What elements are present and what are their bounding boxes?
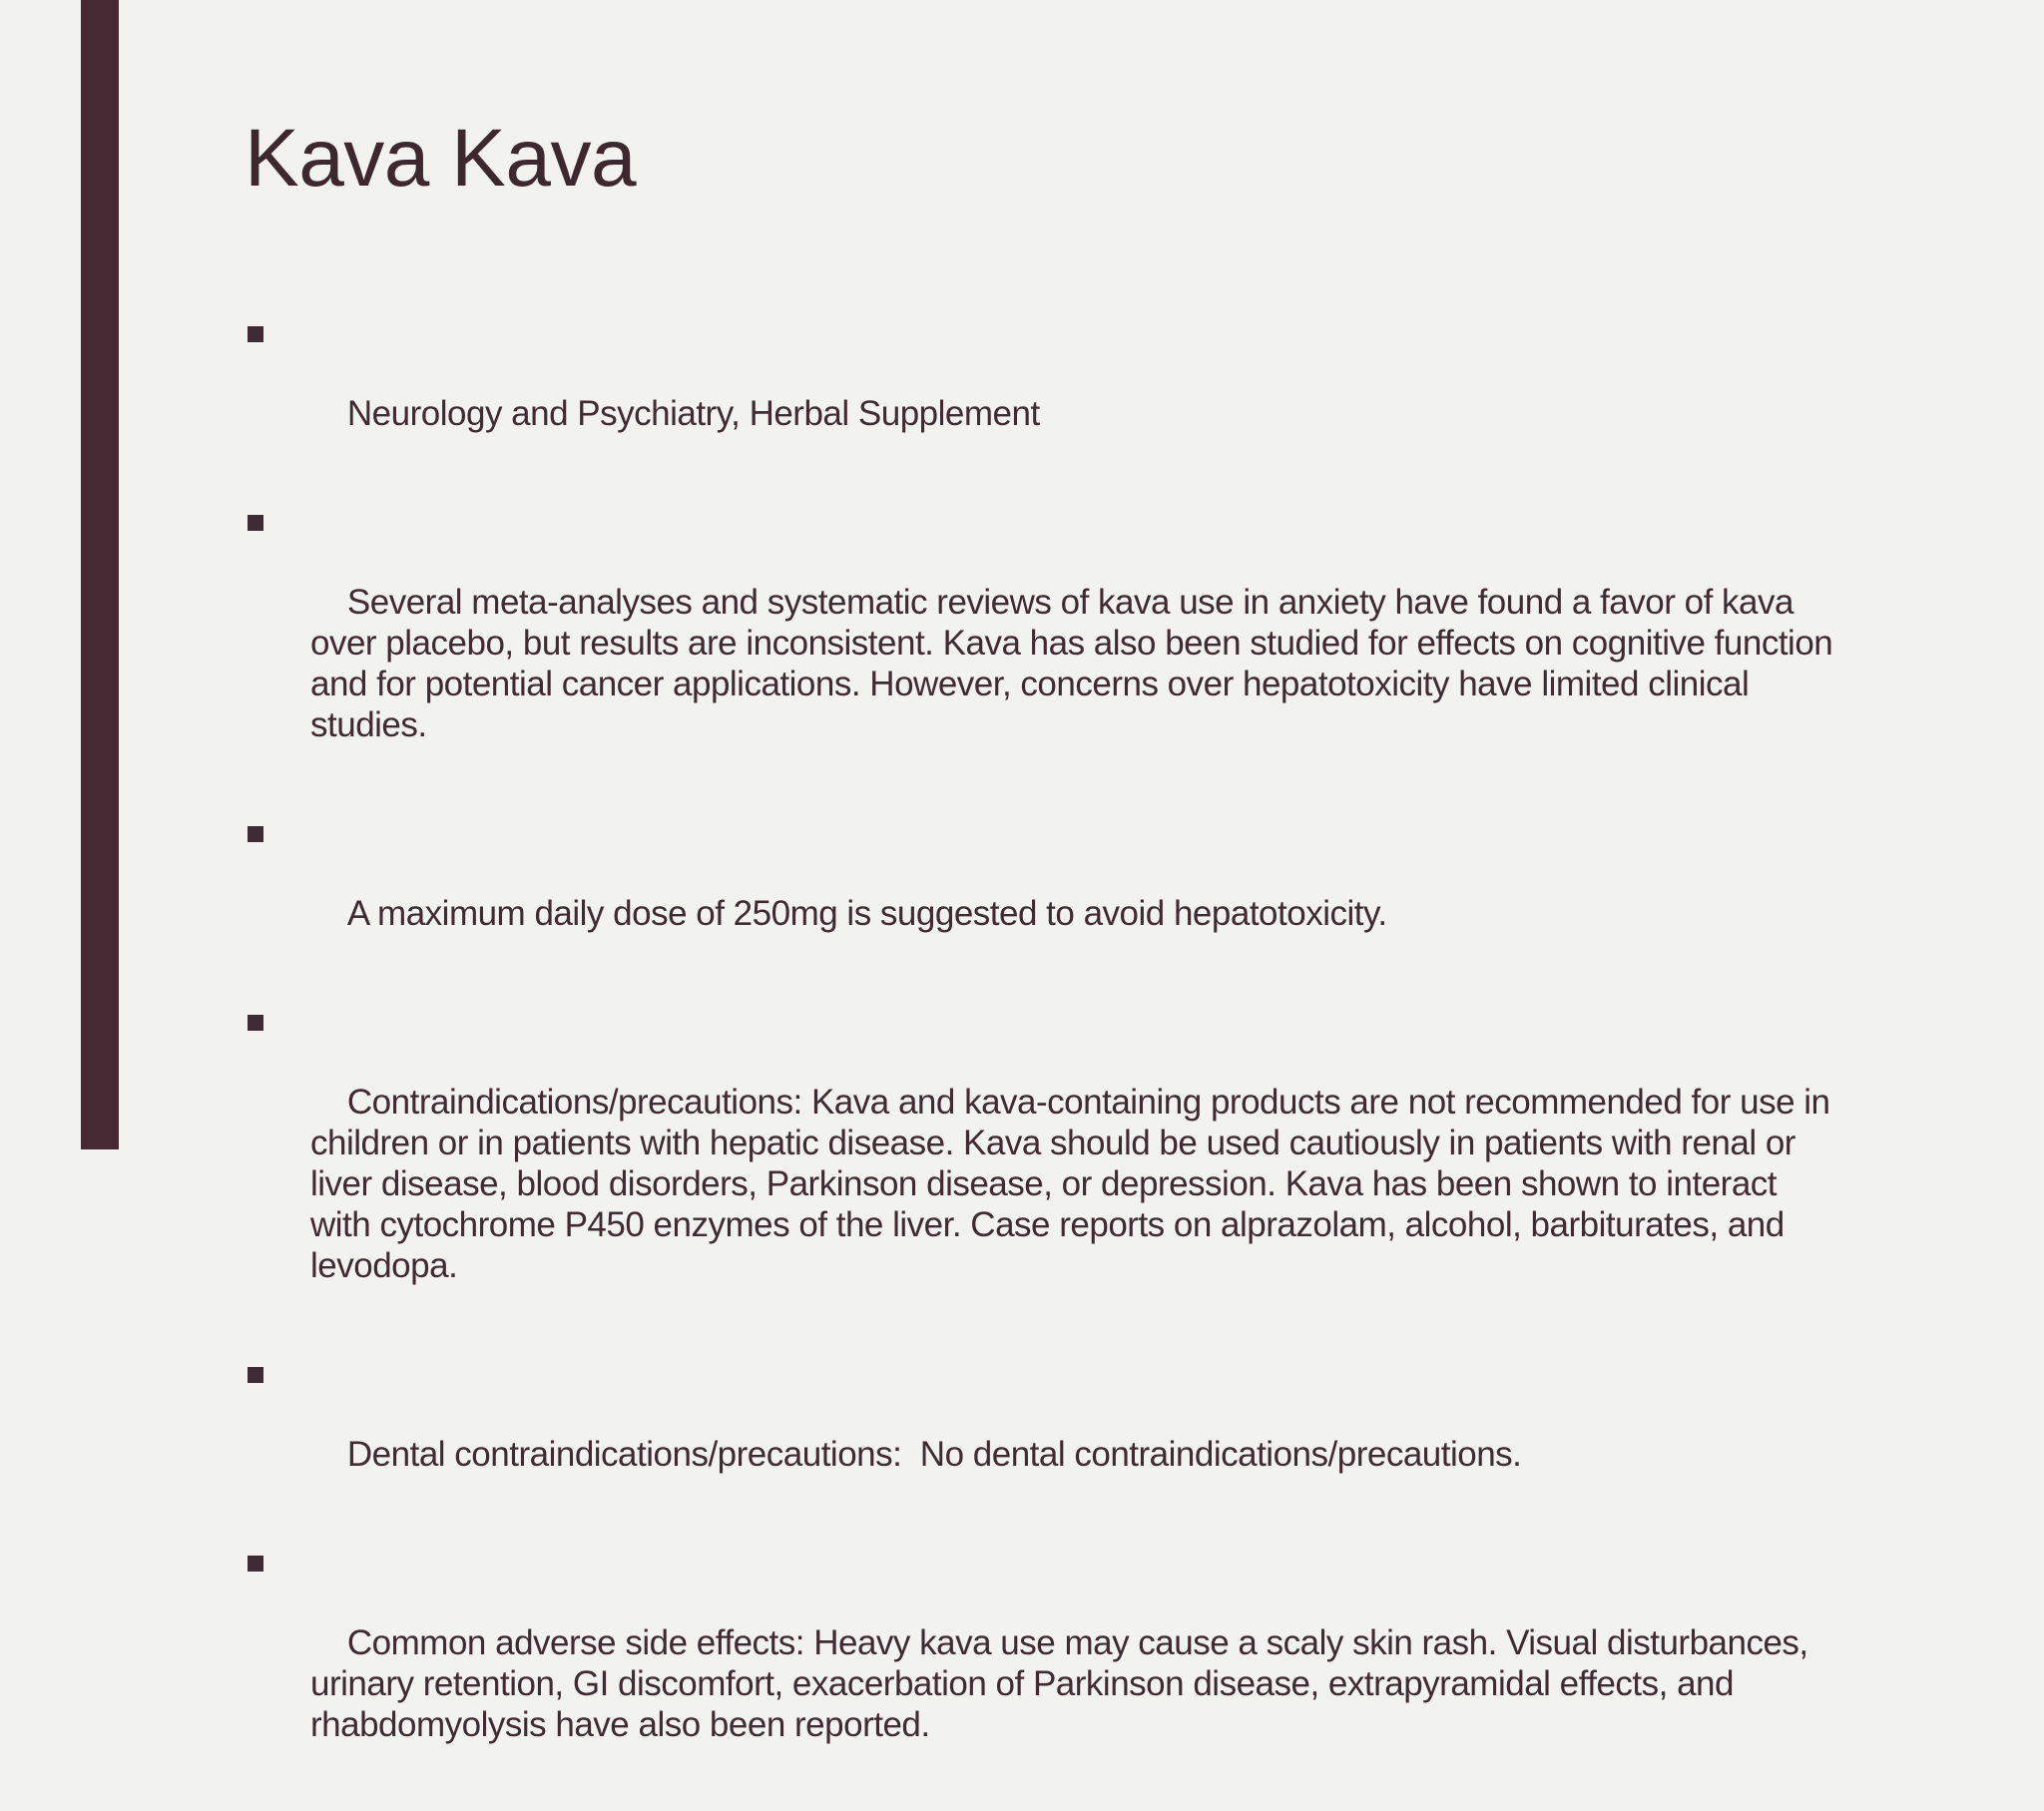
bullet-text: A maximum daily dose of 250mg is suggested to avoid hepatotoxicity. bbox=[346, 894, 1387, 933]
bullet-item bbox=[245, 1541, 1841, 1786]
bullet-item bbox=[245, 500, 1841, 786]
square-bullet-icon bbox=[248, 1015, 263, 1031]
accent-bar bbox=[81, 0, 119, 1149]
bullet-text: Neurology and Psychiatry, Herbal Supplement bbox=[346, 394, 1040, 433]
slide-title: Kava Kava bbox=[245, 113, 637, 204]
square-bullet-icon bbox=[248, 826, 263, 842]
bullet-text: Common adverse side effects: Heavy kava use may cause a scaly skin rash. Visual disturbances, urinary retention, GI discomfort, exacerbation of Parkinson disease, extrapyramidal effects, and rhabdomyolysis have also been reported. bbox=[310, 1623, 1817, 1744]
bullet-item bbox=[245, 311, 1841, 475]
bullet-text: Several meta-analyses and systematic reviews of kava use in anxiety have found a favor of kava over placebo, but results are inconsistent. Kava has also been studied for effects on cognitive function and for potential cancer applications. However, concerns over hepatotoxicity have limited clinical studies. bbox=[310, 583, 1842, 744]
square-bullet-icon bbox=[248, 326, 263, 342]
bullet-text: Dental contraindications/precautions: No dental contraindications/precautions. bbox=[346, 1435, 1522, 1474]
square-bullet-icon bbox=[248, 515, 263, 531]
bullet-item bbox=[245, 811, 1841, 975]
bullet-item bbox=[245, 1352, 1841, 1516]
square-bullet-icon bbox=[248, 1556, 263, 1572]
bullet-text: Contraindications/precautions: Kava and kava-containing products are not recommended for use in children or in patients with hepatic disease. Kava should be used cautiously in patients with renal or liver disease, blood disorders, Parkinson disease, or depression. Kava has been shown to interact with cytochrome P450 enzymes of the liver. Case reports on alprazolam, alcohol, barbiturates, and levodopa. bbox=[310, 1083, 1839, 1285]
bullet-list bbox=[245, 311, 1841, 1811]
square-bullet-icon bbox=[248, 1367, 263, 1383]
bullet-item bbox=[245, 1000, 1841, 1327]
